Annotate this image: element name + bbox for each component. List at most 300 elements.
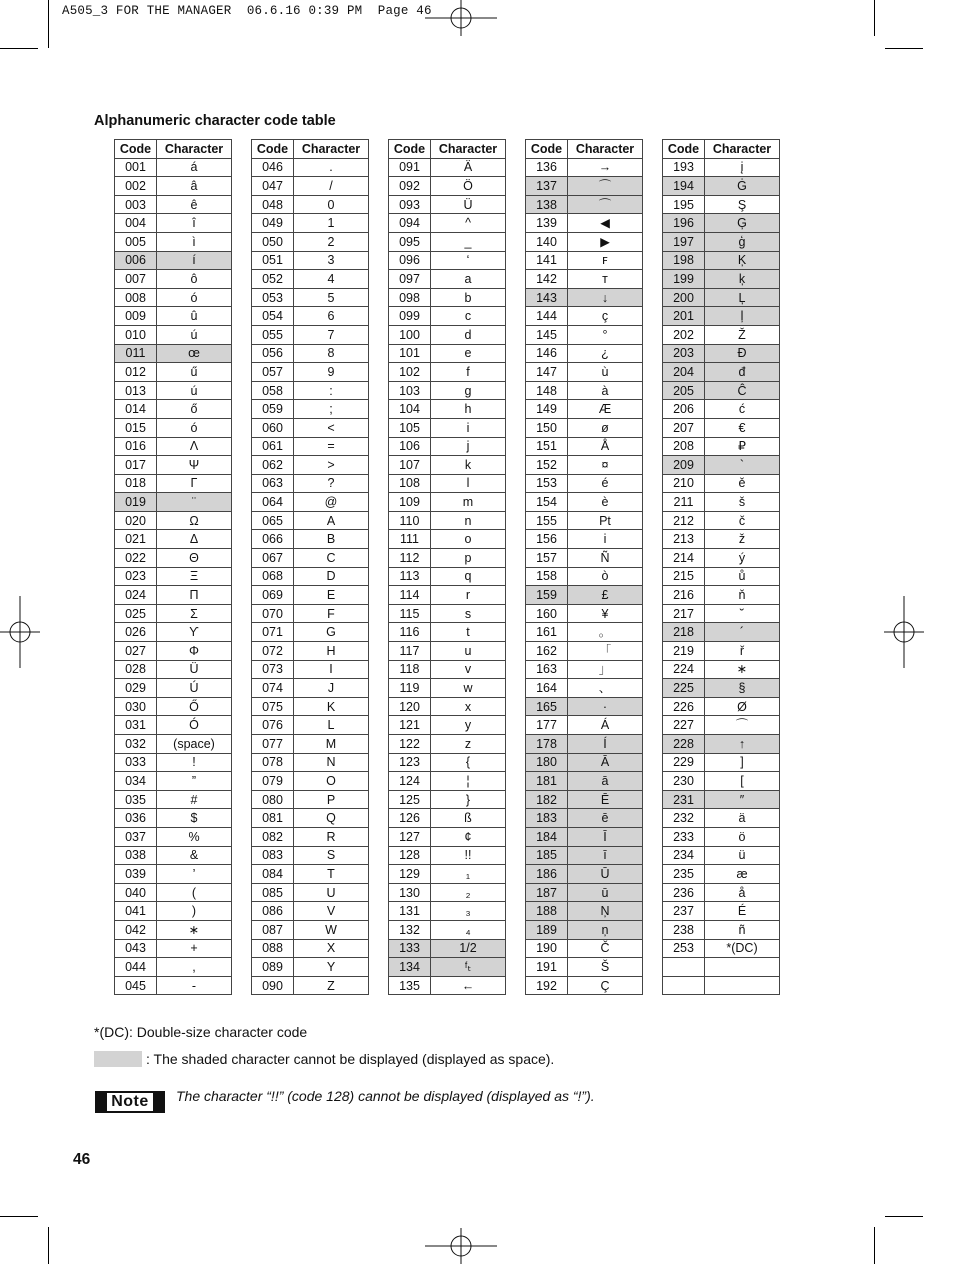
table-row (115, 679, 232, 698)
code-cell: 152 (526, 456, 568, 475)
code-cell: 141 (526, 251, 568, 270)
character-cell: E (294, 586, 369, 605)
table-row (663, 158, 780, 177)
code-cell (663, 958, 705, 977)
table-row (115, 251, 232, 270)
character-cell: Ņ (568, 902, 643, 921)
table-row (389, 623, 506, 642)
code-cell: 198 (663, 251, 705, 270)
table-row (526, 158, 643, 177)
code-cell: 235 (663, 865, 705, 884)
table-row (389, 679, 506, 698)
registration-mark-icon (0, 596, 40, 668)
character-cell: ᶠₜ (431, 958, 506, 977)
table-row (252, 474, 369, 493)
character-cell: É (705, 902, 780, 921)
code-cell: 015 (115, 418, 157, 437)
table-row (663, 976, 780, 995)
character-cell: ₁ (431, 865, 506, 884)
table-row (526, 549, 643, 568)
character-cell: £ (568, 586, 643, 605)
table-row (252, 753, 369, 772)
code-cell: 181 (526, 772, 568, 791)
character-cell: ´ (705, 623, 780, 642)
character-cell: ó (157, 418, 232, 437)
character-cell: ņ (568, 920, 643, 939)
character-cell: Γ (157, 474, 232, 493)
character-cell: ⌒ (568, 177, 643, 196)
code-cell: 140 (526, 232, 568, 251)
table-row (526, 567, 643, 586)
code-cell: 094 (389, 214, 431, 233)
character-cell: ‘ (431, 251, 506, 270)
table-row (389, 716, 506, 735)
character-cell: ì (157, 232, 232, 251)
character-cell: Ġ (705, 177, 780, 196)
legend-text: : The shaded character cannot be displayed (displayed as space). (146, 1051, 555, 1067)
code-cell: 031 (115, 716, 157, 735)
character-cell: R (294, 827, 369, 846)
table-row (526, 846, 643, 865)
code-cell: 150 (526, 418, 568, 437)
code-cell: 204 (663, 363, 705, 382)
code-cell: 225 (663, 679, 705, 698)
table-row (389, 214, 506, 233)
table-row (252, 288, 369, 307)
table-row (252, 195, 369, 214)
character-cell: t (431, 623, 506, 642)
character-cell: Π (157, 586, 232, 605)
character-cell: T (294, 865, 369, 884)
table-row (663, 902, 780, 921)
code-cell: 023 (115, 567, 157, 586)
code-cell: 121 (389, 716, 431, 735)
code-cell: 145 (526, 325, 568, 344)
table-row (115, 288, 232, 307)
table-row (663, 716, 780, 735)
code-cell: 197 (663, 232, 705, 251)
character-cell: å (705, 883, 780, 902)
table-row (389, 809, 506, 828)
code-header: Code (526, 140, 568, 159)
character-cell: - (157, 976, 232, 995)
table-row (252, 976, 369, 995)
code-cell: 003 (115, 195, 157, 214)
character-cell: w (431, 679, 506, 698)
code-cell: 110 (389, 511, 431, 530)
code-header: Code (115, 140, 157, 159)
table-row (115, 307, 232, 326)
table-row (526, 474, 643, 493)
code-cell: 098 (389, 288, 431, 307)
table-row (252, 363, 369, 382)
code-cell: 138 (526, 195, 568, 214)
code-cell: 005 (115, 232, 157, 251)
code-cell: 120 (389, 697, 431, 716)
table-row (389, 493, 506, 512)
character-cell: ļ (705, 307, 780, 326)
character-cell: Å (568, 437, 643, 456)
table-row (115, 604, 232, 623)
code-cell: 038 (115, 846, 157, 865)
code-cell: 236 (663, 883, 705, 902)
code-cell: 079 (252, 772, 294, 791)
table-row (526, 790, 643, 809)
table-row (389, 586, 506, 605)
character-cell: o (431, 530, 506, 549)
table-row (115, 920, 232, 939)
table-row (252, 735, 369, 754)
code-cell: 034 (115, 772, 157, 791)
table-row (526, 363, 643, 382)
code-cell: 061 (252, 437, 294, 456)
code-cell: 193 (663, 158, 705, 177)
code-cell: 191 (526, 958, 568, 977)
table-row (389, 976, 506, 995)
code-cell: 123 (389, 753, 431, 772)
table-row (389, 400, 506, 419)
character-cell: ø (568, 418, 643, 437)
character-cell: Ĉ (705, 381, 780, 400)
character-cell: î (157, 214, 232, 233)
character-cell: !! (431, 846, 506, 865)
table-row (663, 809, 780, 828)
code-cell: 036 (115, 809, 157, 828)
character-cell: $ (157, 809, 232, 828)
character-cell: œ (157, 344, 232, 363)
code-cell: 217 (663, 604, 705, 623)
table-row (526, 177, 643, 196)
table-row (389, 251, 506, 270)
code-cell: 030 (115, 697, 157, 716)
table-row (389, 474, 506, 493)
character-cell: 、 (568, 679, 643, 698)
character-cell: ģ (705, 232, 780, 251)
table-row (389, 344, 506, 363)
code-cell: 153 (526, 474, 568, 493)
character-cell: ê (157, 195, 232, 214)
table-header-row (115, 140, 232, 159)
character-cell: ű (157, 363, 232, 382)
character-cell: f (431, 363, 506, 382)
code-cell: 033 (115, 753, 157, 772)
character-cell: Ģ (705, 214, 780, 233)
table-row (252, 920, 369, 939)
code-cell: 076 (252, 716, 294, 735)
table-row (389, 232, 506, 251)
character-cell: Ő (157, 697, 232, 716)
table-row (389, 902, 506, 921)
table-row (115, 939, 232, 958)
table-row (389, 604, 506, 623)
table-row (663, 865, 780, 884)
table-row (663, 920, 780, 939)
character-cell: Pt (568, 511, 643, 530)
table-row (526, 307, 643, 326)
character-cell: Ē (568, 790, 643, 809)
character-cell: Ξ (157, 567, 232, 586)
table-row (115, 846, 232, 865)
code-cell: 081 (252, 809, 294, 828)
table-header-row (663, 140, 780, 159)
table-row (115, 456, 232, 475)
code-cell: 001 (115, 158, 157, 177)
table-row (663, 772, 780, 791)
table-row (252, 716, 369, 735)
table-row (389, 567, 506, 586)
character-cell: á (157, 158, 232, 177)
table-row (526, 920, 643, 939)
code-cell: 078 (252, 753, 294, 772)
code-cell: 101 (389, 344, 431, 363)
code-cell: 186 (526, 865, 568, 884)
character-cell: J (294, 679, 369, 698)
table-row (663, 697, 780, 716)
code-cell: 111 (389, 530, 431, 549)
character-cell: ç (568, 307, 643, 326)
character-cell: 3 (294, 251, 369, 270)
code-cell: 004 (115, 214, 157, 233)
character-cell: x (431, 697, 506, 716)
character-cell: M (294, 735, 369, 754)
character-cell: A (294, 511, 369, 530)
character-cell: 8 (294, 344, 369, 363)
code-cell: 065 (252, 511, 294, 530)
character-cell: Λ (157, 437, 232, 456)
code-cell: 062 (252, 456, 294, 475)
character-cell: ! (157, 753, 232, 772)
code-cell: 130 (389, 883, 431, 902)
character-cell: (space) (157, 735, 232, 754)
code-cell: 041 (115, 902, 157, 921)
table-row (389, 381, 506, 400)
code-cell: 083 (252, 846, 294, 865)
character-cell: ₄ (431, 920, 506, 939)
crop-mark (874, 1227, 875, 1264)
code-cell: 207 (663, 418, 705, 437)
character-cell: r (431, 586, 506, 605)
character-cell: Φ (157, 642, 232, 661)
code-cell: 160 (526, 604, 568, 623)
character-cell: u (431, 642, 506, 661)
character-cell: € (705, 418, 780, 437)
code-cell: 090 (252, 976, 294, 995)
code-cell: 063 (252, 474, 294, 493)
table-row (115, 530, 232, 549)
character-cell: ć (705, 400, 780, 419)
table-row (115, 158, 232, 177)
code-cell: 071 (252, 623, 294, 642)
table-row (252, 827, 369, 846)
character-cell: ő (157, 400, 232, 419)
table-row (115, 660, 232, 679)
character-cell: v (431, 660, 506, 679)
code-cell: 131 (389, 902, 431, 921)
code-cell: 066 (252, 530, 294, 549)
character-cell: ú (157, 325, 232, 344)
character-cell: b (431, 288, 506, 307)
table-row (389, 846, 506, 865)
code-cell: 228 (663, 735, 705, 754)
code-cell: 177 (526, 716, 568, 735)
table-row (663, 753, 780, 772)
character-cell: ä (705, 809, 780, 828)
table-row (526, 530, 643, 549)
code-cell: 022 (115, 549, 157, 568)
table-row (389, 307, 506, 326)
table-row (252, 883, 369, 902)
code-cell: 164 (526, 679, 568, 698)
table-row (526, 735, 643, 754)
character-cell: @ (294, 493, 369, 512)
code-cell: 180 (526, 753, 568, 772)
table-row (526, 865, 643, 884)
legend-swatch (94, 1051, 142, 1067)
table-row (526, 214, 643, 233)
code-cell: 154 (526, 493, 568, 512)
character-cell: ¿ (568, 344, 643, 363)
character-cell: N (294, 753, 369, 772)
character-cell: 7 (294, 325, 369, 344)
character-cell: Ķ (705, 251, 780, 270)
character-cell: U (294, 883, 369, 902)
character-cell: ? (294, 474, 369, 493)
table-row (389, 418, 506, 437)
code-cell: 229 (663, 753, 705, 772)
shading-legend (94, 1050, 554, 1068)
code-cell: 214 (663, 549, 705, 568)
table-row (115, 790, 232, 809)
character-cell: 4 (294, 270, 369, 289)
table-row (115, 586, 232, 605)
table-row (663, 400, 780, 419)
code-cell: 139 (526, 214, 568, 233)
code-cell: 096 (389, 251, 431, 270)
table-row (526, 939, 643, 958)
character-cell: H (294, 642, 369, 661)
table-row (252, 270, 369, 289)
code-cell: 069 (252, 586, 294, 605)
character-cell: ; (294, 400, 369, 419)
code-cell: 124 (389, 772, 431, 791)
code-cell: 151 (526, 437, 568, 456)
character-cell: & (157, 846, 232, 865)
character-cell: L (294, 716, 369, 735)
code-cell: 114 (389, 586, 431, 605)
table-row (663, 846, 780, 865)
table-row (389, 363, 506, 382)
character-cell: F (294, 604, 369, 623)
code-cell: 146 (526, 344, 568, 363)
table-row (252, 679, 369, 698)
table-header-row (526, 140, 643, 159)
table-row (526, 716, 643, 735)
character-cell: ) (157, 902, 232, 921)
character-cell: 9 (294, 363, 369, 382)
character-cell: d (431, 325, 506, 344)
character-cell: ¢ (431, 827, 506, 846)
code-cell: 133 (389, 939, 431, 958)
code-cell: 203 (663, 344, 705, 363)
crop-mark (48, 0, 49, 48)
table-row (115, 232, 232, 251)
character-cell: Θ (157, 549, 232, 568)
character-cell: i (431, 418, 506, 437)
character-cell: *(DC) (705, 939, 780, 958)
character-cell: Ž (705, 325, 780, 344)
character-cell: ň (705, 586, 780, 605)
code-cell: 047 (252, 177, 294, 196)
character-cell: y (431, 716, 506, 735)
character-cell: Ø (705, 697, 780, 716)
code-cell: 106 (389, 437, 431, 456)
code-cell: 189 (526, 920, 568, 939)
character-cell: V (294, 902, 369, 921)
character-cell: ϒ (157, 623, 232, 642)
code-cell: 039 (115, 865, 157, 884)
code-cell: 050 (252, 232, 294, 251)
character-cell: Č (568, 939, 643, 958)
table-row (389, 735, 506, 754)
code-cell: 213 (663, 530, 705, 549)
character-cell: ý (705, 549, 780, 568)
character-cell: → (568, 158, 643, 177)
table-row (115, 195, 232, 214)
character-cell: ö (705, 827, 780, 846)
code-cell: 211 (663, 493, 705, 512)
table-row (389, 865, 506, 884)
code-cell: 135 (389, 976, 431, 995)
character-cell: 2 (294, 232, 369, 251)
code-cell: 129 (389, 865, 431, 884)
character-cell: Σ (157, 604, 232, 623)
character-cell: Ļ (705, 288, 780, 307)
table-row (252, 865, 369, 884)
table-row (526, 251, 643, 270)
table-row (252, 586, 369, 605)
character-cell: 6 (294, 307, 369, 326)
table-row (252, 456, 369, 475)
table-row (252, 939, 369, 958)
character-cell: Z (294, 976, 369, 995)
character-cell: ù (568, 363, 643, 382)
code-cell: 014 (115, 400, 157, 419)
table-row (663, 567, 780, 586)
table-row (389, 939, 506, 958)
table-row (526, 753, 643, 772)
code-cell: 037 (115, 827, 157, 846)
character-cell: n (431, 511, 506, 530)
code-cell: 216 (663, 586, 705, 605)
table-row (389, 883, 506, 902)
character-cell: ñ (705, 920, 780, 939)
code-cell: 226 (663, 697, 705, 716)
code-cell: 018 (115, 474, 157, 493)
crop-mark (48, 1227, 49, 1264)
code-cell: 117 (389, 642, 431, 661)
table-row (115, 772, 232, 791)
character-cell: ’ (157, 865, 232, 884)
character-cell: § (705, 679, 780, 698)
character-header: Character (568, 140, 643, 159)
code-cell: 077 (252, 735, 294, 754)
table-row (663, 511, 780, 530)
character-cell: ° (568, 325, 643, 344)
code-cell: 183 (526, 809, 568, 828)
code-cell: 082 (252, 827, 294, 846)
code-cell: 017 (115, 456, 157, 475)
table-row (115, 418, 232, 437)
